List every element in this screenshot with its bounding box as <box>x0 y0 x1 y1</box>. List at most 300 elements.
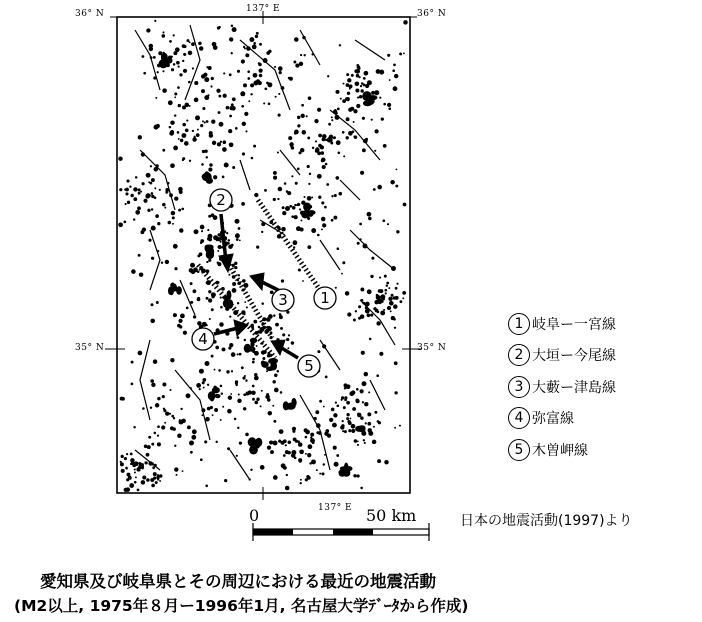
epicenter-dot <box>192 137 196 141</box>
epicenter-dot <box>367 212 372 217</box>
epicenter-dot <box>295 182 298 185</box>
epicenter-dot <box>359 95 362 98</box>
epicenter-dot <box>325 429 329 433</box>
epicenter-dot <box>348 421 352 425</box>
epicenter-dot <box>237 302 239 304</box>
epicenter-dot <box>297 124 300 127</box>
epicenter-dot <box>154 196 157 199</box>
epicenter-dot <box>220 141 222 143</box>
epicenter-dot <box>201 163 204 166</box>
epicenter-dot <box>124 457 127 460</box>
earthquake-epicenters <box>118 20 408 492</box>
epicenter-dot <box>357 97 359 99</box>
legend-item-3 <box>508 371 616 403</box>
epicenter-dot <box>180 313 185 318</box>
epicenter-dot <box>211 77 214 80</box>
epicenter-dot <box>191 42 195 46</box>
epicenter-dot <box>324 206 327 209</box>
epicenter-dot <box>127 201 130 204</box>
epicenter-dot <box>374 129 378 133</box>
epicenter-dot <box>301 114 305 118</box>
epicenter-dot <box>212 141 216 145</box>
epicenter-dot <box>386 282 389 285</box>
epicenter-cluster <box>159 59 169 68</box>
epicenter-dot <box>289 205 292 208</box>
epicenter-dot <box>232 97 236 101</box>
epicenter-dot <box>266 317 271 322</box>
epicenter-dot <box>273 475 278 480</box>
epicenter-dot <box>285 486 290 491</box>
marker-4: 4 <box>198 330 208 348</box>
epicenter-dot <box>126 179 129 182</box>
epicenter-dot <box>245 130 247 132</box>
epicenter-dot <box>155 97 157 99</box>
epicenter-dot <box>376 300 380 304</box>
epicenter-dot <box>360 416 363 419</box>
epicenter-dot <box>387 103 391 107</box>
epicenter-dot <box>266 51 270 55</box>
epicenter-dot <box>151 208 153 210</box>
epicenter-dot <box>310 436 312 438</box>
epicenter-dot <box>174 196 178 200</box>
epicenter-dot <box>171 68 174 71</box>
epicenter-dot <box>240 91 245 96</box>
epicenter-dot <box>142 407 145 410</box>
epicenter-dot <box>142 475 146 479</box>
marker-5: 5 <box>304 357 314 375</box>
epicenter-cluster <box>206 173 212 182</box>
epicenter-dot <box>359 223 362 226</box>
epicenter-dot <box>186 307 189 310</box>
epicenter-dot <box>367 289 372 294</box>
epicenter-dot <box>348 84 352 88</box>
epicenter-dot <box>311 196 313 198</box>
epicenter-dot <box>177 324 181 328</box>
epicenter-cluster <box>212 387 220 393</box>
epicenter-dot <box>211 295 214 298</box>
fault-line <box>240 160 250 190</box>
epicenter-dot <box>315 140 317 142</box>
epicenter-dot <box>159 189 161 191</box>
epicenter-dot <box>177 434 182 439</box>
epicenter-dot <box>261 302 264 305</box>
epicenter-dot <box>364 372 369 377</box>
epicenter-dot <box>177 65 179 67</box>
epicenter-dot <box>241 366 244 369</box>
epicenter-dot <box>232 288 237 293</box>
epicenter-dot <box>162 395 165 398</box>
epicenter-dot <box>229 343 233 347</box>
epicenter-cluster <box>303 203 311 212</box>
epicenter-dot <box>291 175 293 177</box>
epicenter-dot <box>142 227 146 231</box>
epicenter-dot <box>237 70 240 73</box>
epicenter-dot <box>316 469 318 471</box>
epicenter-dot <box>342 131 345 134</box>
epicenter-dot <box>192 429 197 434</box>
epicenter-dot <box>269 440 273 444</box>
epicenter-dot <box>282 211 286 215</box>
epicenter-dot <box>161 262 163 264</box>
epicenter-dot <box>157 425 160 428</box>
epicenter-dot <box>343 406 346 409</box>
epicenter-dot <box>258 81 262 85</box>
epicenter-dot <box>125 188 129 192</box>
epicenter-dot <box>193 289 197 293</box>
epicenter-dot <box>189 41 191 43</box>
epicenter-dot <box>259 74 263 78</box>
epicenter-dot <box>303 196 305 198</box>
epicenter-dot <box>206 281 209 284</box>
epicenter-dot <box>192 130 194 132</box>
epicenter-dot <box>238 393 240 395</box>
epicenter-dot <box>391 316 395 320</box>
epicenter-dot <box>238 227 241 230</box>
epicenter-dot <box>155 481 158 484</box>
epicenter-dot <box>214 408 218 412</box>
epicenter-dot <box>219 322 224 327</box>
epicenter-dot <box>357 242 360 245</box>
epicenter-dot <box>201 414 203 416</box>
epicenter-dot <box>189 160 191 162</box>
epicenter-dot <box>220 297 222 299</box>
epicenter-dot <box>353 319 356 322</box>
epicenter-dot <box>362 117 365 120</box>
epicenter-dot <box>333 446 337 450</box>
epicenter-dot <box>294 132 297 135</box>
epicenter-dot <box>364 402 368 406</box>
epicenter-dot <box>273 314 275 316</box>
epicenter-dot <box>179 420 184 425</box>
epicenter-dot <box>236 238 239 241</box>
epicenter-dot <box>162 88 167 93</box>
epicenter-dot <box>138 351 143 356</box>
epicenter-dot <box>367 313 371 317</box>
epicenter-dot <box>355 69 360 74</box>
epicenter-dot <box>279 71 282 74</box>
epicenter-dot <box>275 323 279 327</box>
epicenter-dot <box>360 288 364 292</box>
epicenter-dot <box>165 260 169 264</box>
epicenter-dot <box>293 240 298 245</box>
epicenter-dot <box>120 462 124 466</box>
epicenter-dot <box>302 36 305 39</box>
epicenter-cluster <box>205 245 212 253</box>
epicenter-dot <box>153 477 156 480</box>
epicenter-dot <box>151 192 154 195</box>
epicenter-dot <box>324 454 326 456</box>
epicenter-dot <box>164 207 166 209</box>
epicenter-dot <box>174 467 178 471</box>
epicenter-dot <box>317 108 321 112</box>
epicenter-dot <box>356 388 359 391</box>
epicenter-dot <box>363 439 365 441</box>
epicenter-dot <box>213 175 217 179</box>
epicenter-dot <box>131 383 134 386</box>
epicenter-dot <box>363 77 366 80</box>
epicenter-dot <box>376 374 379 377</box>
fault-line <box>150 230 160 290</box>
epicenter-dot <box>130 452 133 455</box>
epicenter-dot <box>208 290 211 293</box>
epicenter-dot <box>402 297 404 299</box>
epicenter-dot <box>218 26 221 29</box>
epicenter-dot <box>333 413 337 417</box>
epicenter-dot <box>170 358 174 362</box>
epicenter-dot <box>356 64 359 67</box>
epicenter-dot <box>253 145 256 148</box>
epicenter-cluster <box>255 438 262 447</box>
epicenter-dot <box>204 440 207 443</box>
epicenter-dot <box>148 461 152 465</box>
epicenter-dot <box>384 460 388 464</box>
epicenter-dot <box>292 206 296 210</box>
epicenter-dot <box>321 228 323 230</box>
epicenter-dot <box>362 381 367 386</box>
epicenter-dot <box>183 69 187 73</box>
epicenter-dot <box>209 133 213 137</box>
epicenter-dot <box>222 347 226 351</box>
epicenter-dot <box>133 426 135 428</box>
epicenter-dot <box>372 440 377 445</box>
epicenter-dot <box>154 187 156 189</box>
epicenter-dot <box>286 338 289 341</box>
epicenter-dot <box>128 476 131 479</box>
epicenter-dot <box>202 120 204 122</box>
epicenter-dot <box>207 407 211 411</box>
epicenter-dot <box>182 123 186 127</box>
epicenter-dot <box>217 250 219 252</box>
epicenter-dot <box>199 46 203 50</box>
epicenter-dot <box>377 185 382 190</box>
epicenter-dot <box>252 398 255 401</box>
fault-line <box>180 280 195 315</box>
epicenter-dot <box>169 193 173 197</box>
epicenter-dot <box>309 173 311 175</box>
epicenter-dot <box>222 176 225 179</box>
legend-num-1: 1 <box>508 313 530 335</box>
epicenter-dot <box>151 303 154 306</box>
epicenter-dot <box>146 478 150 482</box>
epicenter-dot <box>131 361 134 364</box>
epicenter-dot <box>151 484 155 488</box>
epicenter-dot <box>360 299 363 302</box>
epicenter-dot <box>349 88 351 90</box>
epicenter-dot <box>205 484 208 487</box>
epicenter-dot <box>329 139 332 142</box>
epicenter-dot <box>394 361 398 365</box>
epicenter-dot <box>300 54 302 56</box>
epicenter-dot <box>125 467 127 469</box>
epicenter-dot <box>277 370 280 373</box>
epicenter-dot <box>281 227 286 232</box>
epicenter-dot <box>178 104 181 107</box>
epicenter-dot <box>343 83 345 85</box>
epicenter-dot <box>253 320 257 324</box>
epicenter-dot <box>361 89 364 92</box>
epicenter-dot <box>335 112 338 115</box>
epicenter-dot <box>188 81 191 84</box>
epicenter-dot <box>155 403 159 407</box>
epicenter-dot <box>365 138 368 141</box>
epicenter-dot <box>190 301 193 304</box>
epicenter-dot <box>237 427 239 429</box>
epicenter-dot <box>300 482 302 484</box>
epicenter-dot <box>341 399 343 401</box>
epicenter-dot <box>300 479 302 481</box>
epicenter-dot <box>285 206 290 211</box>
epicenter-dot <box>347 312 351 316</box>
epicenter-dot <box>133 187 137 191</box>
epicenter-dot <box>241 202 245 206</box>
epicenter-dot <box>229 142 234 147</box>
epicenter-dot <box>208 168 212 172</box>
epicenter-dot <box>366 302 369 305</box>
epicenter-dot <box>154 20 156 22</box>
epicenter-dot <box>315 410 319 414</box>
lat-label-36-left: 36° N <box>75 9 105 19</box>
epicenter-dot <box>229 37 233 41</box>
epicenter-dot <box>242 279 246 283</box>
epicenter-dot <box>201 89 205 93</box>
epicenter-dot <box>199 388 201 390</box>
epicenter-dot <box>312 147 314 149</box>
epicenter-dot <box>202 107 205 110</box>
epicenter-dot <box>318 196 321 199</box>
epicenter-dot <box>261 222 265 226</box>
epicenter-dot <box>336 454 339 457</box>
epicenter-dot <box>186 120 188 122</box>
epicenter-dot <box>168 100 173 105</box>
epicenter-dot <box>294 37 299 42</box>
epicenter-dot <box>145 195 149 199</box>
epicenter-dot <box>322 344 326 348</box>
epicenter-dot <box>177 86 180 89</box>
epicenter-dot <box>297 116 300 119</box>
epicenter-dot <box>297 168 300 171</box>
epicenter-dot <box>167 221 171 225</box>
epicenter-dot <box>244 301 246 303</box>
epicenter-dot <box>173 51 177 55</box>
epicenter-dot <box>186 39 189 42</box>
epicenter-dot <box>237 399 241 403</box>
epicenter-dot <box>239 353 242 356</box>
epicenter-dot <box>217 261 219 263</box>
epicenter-dot <box>235 219 240 224</box>
epicenter-dot <box>173 244 178 249</box>
epicenter-dot <box>125 203 127 205</box>
epicenter-dot <box>243 46 245 48</box>
epicenter-dot <box>298 268 301 271</box>
epicenter-dot <box>286 474 288 476</box>
epicenter-dot <box>278 93 280 95</box>
epicenter-dot <box>387 54 390 57</box>
epicenter-dot <box>199 252 203 256</box>
epicenter-dot <box>340 98 342 100</box>
epicenter-dot <box>268 102 271 105</box>
epicenter-dot <box>151 383 155 387</box>
epicenter-dot <box>374 411 377 414</box>
fault-line <box>300 30 320 65</box>
epicenter-dot <box>137 206 141 210</box>
epicenter-dot <box>181 133 186 138</box>
epicenter-dot <box>383 144 387 148</box>
epicenter-dot <box>167 182 170 185</box>
epicenter-dot <box>307 136 310 139</box>
epicenter-dot <box>368 431 373 436</box>
legend-num-4: 4 <box>508 407 530 429</box>
epicenter-dot <box>183 331 187 335</box>
epicenter-dot <box>392 69 395 72</box>
legend-label-4: 弥富線 <box>532 411 574 428</box>
epicenter-dot <box>302 280 304 282</box>
epicenter-dot <box>219 122 224 127</box>
epicenter-dot <box>384 289 387 292</box>
epicenter-dot <box>346 73 349 76</box>
epicenter-dot <box>256 32 259 35</box>
epicenter-dot <box>365 309 370 314</box>
epicenter-dot <box>308 96 312 100</box>
epicenter-dot <box>200 458 203 461</box>
lat-label-36-right: 36° N <box>417 9 447 19</box>
epicenter-dot <box>279 315 283 319</box>
epicenter-dot <box>382 298 385 301</box>
epicenter-dot <box>365 422 367 424</box>
epicenter-dot <box>331 219 334 222</box>
epicenter-dot <box>353 109 357 113</box>
epicenter-dot <box>209 318 211 320</box>
epicenter-dot <box>282 206 285 209</box>
epicenter-dot <box>329 418 333 422</box>
epicenter-dot <box>379 352 383 356</box>
epicenter-dot <box>150 379 154 383</box>
epicenter-dot <box>148 181 150 183</box>
epicenter-dot <box>250 93 252 95</box>
epicenter-dot <box>307 165 310 168</box>
epicenter-dot <box>231 370 233 372</box>
epicenter-dot <box>336 404 339 407</box>
epicenter-dot <box>331 408 335 412</box>
epicenter-dot <box>288 441 292 445</box>
epicenter-dot <box>184 141 189 146</box>
epicenter-dot <box>220 241 222 243</box>
epicenter-dot <box>227 447 230 450</box>
lat-label-35-left: 35° N <box>75 343 105 353</box>
epicenter-cluster <box>284 405 290 409</box>
epicenter-dot <box>162 149 165 152</box>
epicenter-dot <box>327 434 331 438</box>
epicenter-dot <box>348 429 351 432</box>
epicenter-dot <box>346 97 350 101</box>
caption-title: 愛知県及び岐阜県とその周辺における最近の地震活動 <box>40 572 436 591</box>
epicenter-dot <box>311 228 316 233</box>
epicenter-dot <box>170 120 174 124</box>
epicenter-dot <box>174 267 177 270</box>
epicenter-dot <box>352 130 355 133</box>
epicenter-dot <box>347 78 351 82</box>
epicenter-dot <box>191 435 196 440</box>
epicenter-dot <box>204 77 209 82</box>
epicenter-dot <box>207 384 209 386</box>
epicenter-dot <box>357 413 361 417</box>
epicenter-dot <box>371 119 373 121</box>
epicenter-dot <box>227 409 232 414</box>
epicenter-dot <box>142 55 145 58</box>
epicenter-dot <box>164 422 166 424</box>
epicenter-dot <box>342 99 346 103</box>
epicenter-dot <box>161 425 165 429</box>
lat-label-35-right: 35° N <box>417 343 447 353</box>
